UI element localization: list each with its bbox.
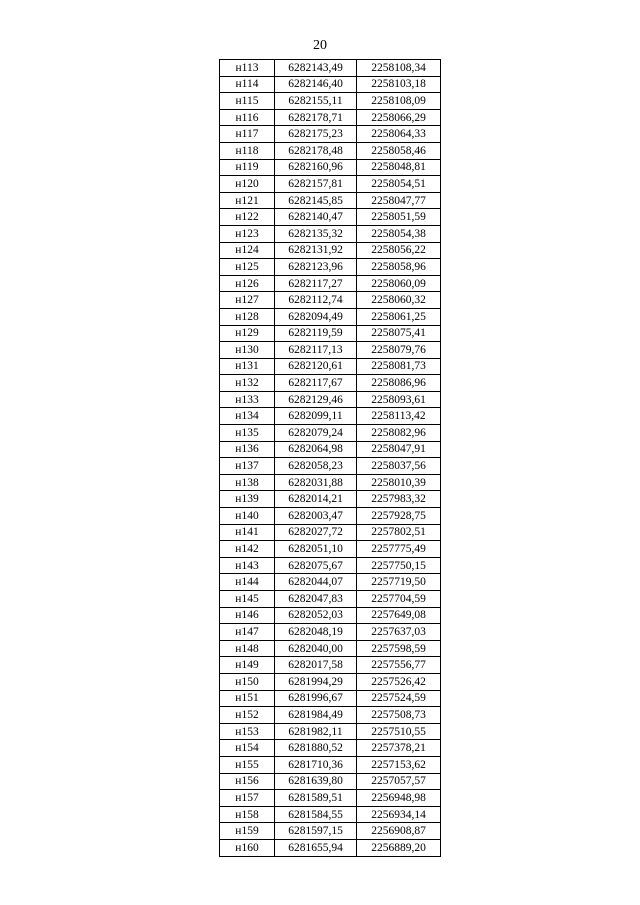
table-row (220, 458, 441, 475)
y-coordinate-cell: 2257637,03 (357, 624, 441, 641)
y-coordinate-cell: 2257510,55 (357, 723, 441, 740)
x-coordinate-cell: 6281984,49 (275, 707, 357, 724)
x-coordinate-cell: 6282052,03 (275, 607, 357, 624)
x-coordinate-cell: 6282048,19 (275, 624, 357, 641)
y-coordinate-cell: 2256948,98 (357, 790, 441, 807)
table-row (220, 275, 441, 292)
y-coordinate-cell: 2258060,32 (357, 292, 441, 309)
point-id-cell: н119 (220, 159, 275, 176)
table-row (220, 574, 441, 591)
table-row (220, 491, 441, 508)
point-id-cell: н117 (220, 126, 275, 143)
x-coordinate-cell: 6282040,00 (275, 640, 357, 657)
x-coordinate-cell: 6281597,15 (275, 823, 357, 840)
table-row (220, 773, 441, 790)
table-row (220, 358, 441, 375)
y-coordinate-cell: 2258113,42 (357, 408, 441, 425)
point-id-cell: н145 (220, 591, 275, 608)
point-id-cell: н113 (220, 60, 275, 77)
x-coordinate-cell: 6282047,83 (275, 591, 357, 608)
point-id-cell: н127 (220, 292, 275, 309)
table-row (220, 425, 441, 442)
point-id-cell: н135 (220, 425, 275, 442)
point-id-cell: н153 (220, 723, 275, 740)
x-coordinate-cell: 6282044,07 (275, 574, 357, 591)
x-coordinate-cell: 6281589,51 (275, 790, 357, 807)
y-coordinate-cell: 2258058,46 (357, 142, 441, 159)
point-id-cell: н121 (220, 192, 275, 209)
x-coordinate-cell: 6282135,32 (275, 225, 357, 242)
point-id-cell: н146 (220, 607, 275, 624)
y-coordinate-cell: 2257775,49 (357, 541, 441, 558)
table-row (220, 707, 441, 724)
y-coordinate-cell: 2258010,39 (357, 474, 441, 491)
x-coordinate-cell: 6282175,23 (275, 126, 357, 143)
y-coordinate-cell: 2257649,08 (357, 607, 441, 624)
table-row (220, 657, 441, 674)
x-coordinate-cell: 6282129,46 (275, 391, 357, 408)
y-coordinate-cell: 2258082,96 (357, 425, 441, 442)
y-coordinate-cell: 2258048,81 (357, 159, 441, 176)
x-coordinate-cell: 6282079,24 (275, 425, 357, 442)
y-coordinate-cell: 2258054,51 (357, 176, 441, 193)
point-id-cell: н156 (220, 773, 275, 790)
y-coordinate-cell: 2258108,09 (357, 93, 441, 110)
table-row (220, 209, 441, 226)
y-coordinate-cell: 2258108,34 (357, 60, 441, 77)
table-row (220, 557, 441, 574)
y-coordinate-cell: 2257057,57 (357, 773, 441, 790)
x-coordinate-cell: 6282117,67 (275, 375, 357, 392)
y-coordinate-cell: 2258093,61 (357, 391, 441, 408)
y-coordinate-cell: 2258056,22 (357, 242, 441, 259)
x-coordinate-cell: 6282160,96 (275, 159, 357, 176)
table-row (220, 142, 441, 159)
y-coordinate-cell: 2257719,50 (357, 574, 441, 591)
table-row (220, 325, 441, 342)
point-id-cell: н143 (220, 557, 275, 574)
table-row (220, 192, 441, 209)
point-id-cell: н133 (220, 391, 275, 408)
page-number: 20 (313, 38, 327, 53)
x-coordinate-cell: 6282094,49 (275, 308, 357, 325)
x-coordinate-cell: 6282027,72 (275, 524, 357, 541)
point-id-cell: н132 (220, 375, 275, 392)
x-coordinate-cell: 6281655,94 (275, 839, 357, 856)
x-coordinate-cell: 6282123,96 (275, 259, 357, 276)
y-coordinate-cell: 2256908,87 (357, 823, 441, 840)
y-coordinate-cell: 2257556,77 (357, 657, 441, 674)
table-row (220, 823, 441, 840)
x-coordinate-cell: 6282145,85 (275, 192, 357, 209)
point-id-cell: н147 (220, 624, 275, 641)
x-coordinate-cell: 6282075,67 (275, 557, 357, 574)
point-id-cell: н124 (220, 242, 275, 259)
table-row (220, 474, 441, 491)
table-row (220, 508, 441, 525)
point-id-cell: н139 (220, 491, 275, 508)
x-coordinate-cell: 6281982,11 (275, 723, 357, 740)
point-id-cell: н138 (220, 474, 275, 491)
x-coordinate-cell: 6282178,71 (275, 109, 357, 126)
table-row (220, 242, 441, 259)
table-row (220, 408, 441, 425)
x-coordinate-cell: 6282064,98 (275, 441, 357, 458)
point-id-cell: н128 (220, 308, 275, 325)
x-coordinate-cell: 6282112,74 (275, 292, 357, 309)
point-id-cell: н160 (220, 839, 275, 856)
y-coordinate-cell: 2258086,96 (357, 375, 441, 392)
x-coordinate-cell: 6282119,59 (275, 325, 357, 342)
point-id-cell: н141 (220, 524, 275, 541)
x-coordinate-cell: 6281996,67 (275, 690, 357, 707)
table-row (220, 93, 441, 110)
y-coordinate-cell: 2258060,09 (357, 275, 441, 292)
table-row (220, 607, 441, 624)
y-coordinate-cell: 2257802,51 (357, 524, 441, 541)
table-row (220, 723, 441, 740)
x-coordinate-cell: 6282155,11 (275, 93, 357, 110)
x-coordinate-cell: 6282117,27 (275, 275, 357, 292)
table-row (220, 60, 441, 77)
table-row (220, 541, 441, 558)
x-coordinate-cell: 6282120,61 (275, 358, 357, 375)
y-coordinate-cell: 2257524,59 (357, 690, 441, 707)
table-row (220, 342, 441, 359)
y-coordinate-cell: 2258103,18 (357, 76, 441, 93)
y-coordinate-cell: 2258058,96 (357, 259, 441, 276)
y-coordinate-cell: 2257983,32 (357, 491, 441, 508)
table-row (220, 225, 441, 242)
point-id-cell: н140 (220, 508, 275, 525)
table-row (220, 640, 441, 657)
y-coordinate-cell: 2256934,14 (357, 806, 441, 823)
table-row (220, 839, 441, 856)
point-id-cell: н118 (220, 142, 275, 159)
point-id-cell: н131 (220, 358, 275, 375)
table-row (220, 259, 441, 276)
y-coordinate-cell: 2258061,25 (357, 308, 441, 325)
point-id-cell: н148 (220, 640, 275, 657)
point-id-cell: н159 (220, 823, 275, 840)
x-coordinate-cell: 6282146,40 (275, 76, 357, 93)
y-coordinate-cell: 2257598,59 (357, 640, 441, 657)
coordinates-table (219, 59, 441, 857)
point-id-cell: н136 (220, 441, 275, 458)
point-id-cell: н150 (220, 673, 275, 690)
point-id-cell: н152 (220, 707, 275, 724)
y-coordinate-cell: 2258047,77 (357, 192, 441, 209)
table-row (220, 176, 441, 193)
point-id-cell: н114 (220, 76, 275, 93)
y-coordinate-cell: 2258047,91 (357, 441, 441, 458)
y-coordinate-cell: 2257526,42 (357, 673, 441, 690)
table-row (220, 292, 441, 309)
point-id-cell: н149 (220, 657, 275, 674)
y-coordinate-cell: 2257508,73 (357, 707, 441, 724)
point-id-cell: н151 (220, 690, 275, 707)
table-row (220, 109, 441, 126)
x-coordinate-cell: 6282099,11 (275, 408, 357, 425)
point-id-cell: н126 (220, 275, 275, 292)
point-id-cell: н115 (220, 93, 275, 110)
y-coordinate-cell: 2257928,75 (357, 508, 441, 525)
x-coordinate-cell: 6282051,10 (275, 541, 357, 558)
y-coordinate-cell: 2258054,38 (357, 225, 441, 242)
x-coordinate-cell: 6281994,29 (275, 673, 357, 690)
table-row (220, 308, 441, 325)
x-coordinate-cell: 6282058,23 (275, 458, 357, 475)
x-coordinate-cell: 6281710,36 (275, 756, 357, 773)
y-coordinate-cell: 2257153,62 (357, 756, 441, 773)
y-coordinate-cell: 2257704,59 (357, 591, 441, 608)
table-row (220, 524, 441, 541)
table-row (220, 159, 441, 176)
point-id-cell: н137 (220, 458, 275, 475)
point-id-cell: н129 (220, 325, 275, 342)
point-id-cell: н134 (220, 408, 275, 425)
x-coordinate-cell: 6282143,49 (275, 60, 357, 77)
y-coordinate-cell: 2258081,73 (357, 358, 441, 375)
x-coordinate-cell: 6281639,80 (275, 773, 357, 790)
x-coordinate-cell: 6282140,47 (275, 209, 357, 226)
x-coordinate-cell: 6282014,21 (275, 491, 357, 508)
point-id-cell: н120 (220, 176, 275, 193)
y-coordinate-cell: 2258051,59 (357, 209, 441, 226)
point-id-cell: н158 (220, 806, 275, 823)
point-id-cell: н155 (220, 756, 275, 773)
x-coordinate-cell: 6282157,81 (275, 176, 357, 193)
point-id-cell: н157 (220, 790, 275, 807)
y-coordinate-cell: 2258066,29 (357, 109, 441, 126)
table-row (220, 690, 441, 707)
point-id-cell: н144 (220, 574, 275, 591)
table-row (220, 441, 441, 458)
x-coordinate-cell: 6281880,52 (275, 740, 357, 757)
table-row (220, 624, 441, 641)
table-row (220, 126, 441, 143)
y-coordinate-cell: 2258079,76 (357, 342, 441, 359)
table-row (220, 756, 441, 773)
x-coordinate-cell: 6281584,55 (275, 806, 357, 823)
x-coordinate-cell: 6282117,13 (275, 342, 357, 359)
point-id-cell: н122 (220, 209, 275, 226)
x-coordinate-cell: 6282017,58 (275, 657, 357, 674)
x-coordinate-cell: 6282031,88 (275, 474, 357, 491)
table-row (220, 740, 441, 757)
y-coordinate-cell: 2258075,41 (357, 325, 441, 342)
y-coordinate-cell: 2258064,33 (357, 126, 441, 143)
coordinates-table-body (220, 60, 441, 857)
point-id-cell: н125 (220, 259, 275, 276)
y-coordinate-cell: 2257750,15 (357, 557, 441, 574)
point-id-cell: н123 (220, 225, 275, 242)
table-row (220, 790, 441, 807)
y-coordinate-cell: 2256889,20 (357, 839, 441, 856)
point-id-cell: н116 (220, 109, 275, 126)
point-id-cell: н142 (220, 541, 275, 558)
y-coordinate-cell: 2258037,56 (357, 458, 441, 475)
table-row (220, 375, 441, 392)
point-id-cell: н130 (220, 342, 275, 359)
point-id-cell: н154 (220, 740, 275, 757)
x-coordinate-cell: 6282003,47 (275, 508, 357, 525)
table-row (220, 591, 441, 608)
table-row (220, 673, 441, 690)
table-row (220, 391, 441, 408)
table-row (220, 76, 441, 93)
y-coordinate-cell: 2257378,21 (357, 740, 441, 757)
x-coordinate-cell: 6282131,92 (275, 242, 357, 259)
table-row (220, 806, 441, 823)
x-coordinate-cell: 6282178,48 (275, 142, 357, 159)
